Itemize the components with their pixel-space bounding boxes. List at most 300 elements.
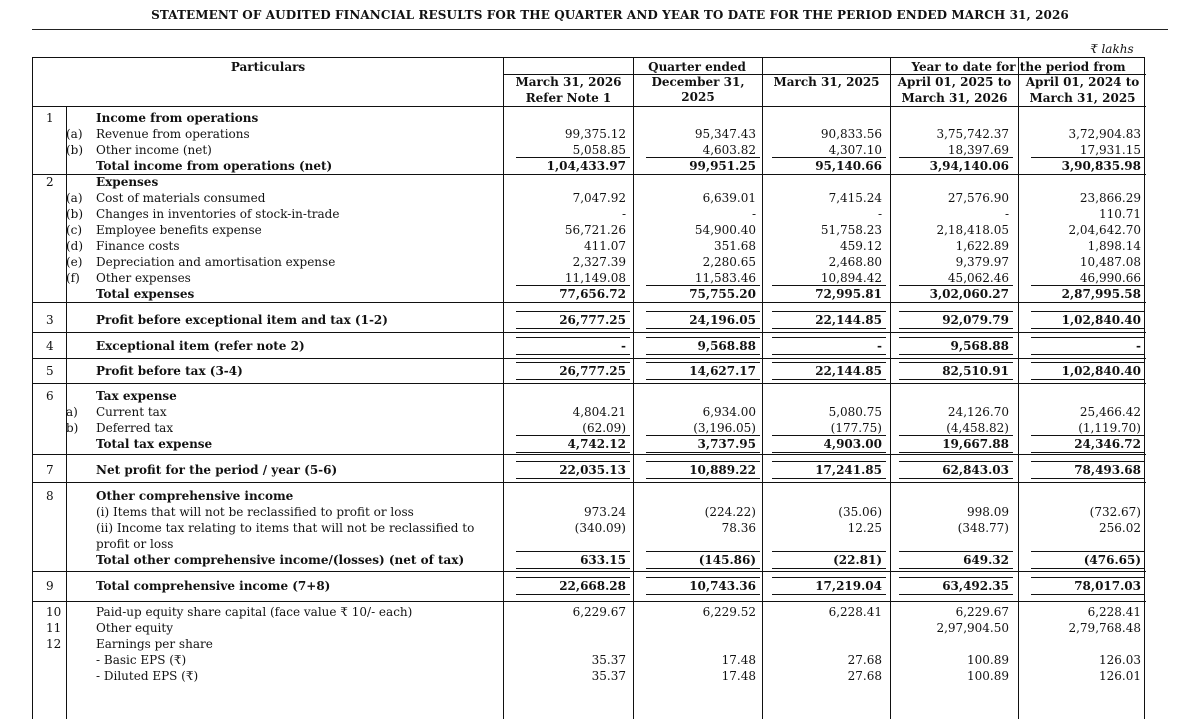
header-bottom-rule	[33, 106, 1146, 107]
total-rule	[772, 435, 886, 436]
table-row	[33, 604, 1146, 620]
row-serial: 9	[46, 579, 54, 593]
row-serial: 7	[46, 463, 54, 477]
table-row	[33, 222, 1146, 238]
row-value-col1: -	[621, 339, 626, 353]
section-rule	[33, 571, 1146, 572]
total-rule	[772, 328, 886, 329]
row-value-col1: 22,035.13	[559, 463, 626, 477]
header-col1-line1: March 31, 2026	[515, 75, 622, 89]
total-rule	[772, 354, 886, 355]
row-serial: 11	[46, 621, 62, 635]
row-value-col1: 411.07	[584, 239, 626, 253]
row-value-col2: 95,347.43	[694, 127, 756, 141]
total-rule	[516, 379, 630, 380]
row-value-col5: 2,79,768.48	[1068, 621, 1141, 635]
table-row	[33, 578, 1146, 594]
row-label: Net profit for the period / year (5-6)	[96, 463, 338, 477]
row-label: Revenue from operations	[96, 127, 250, 141]
row-label: Total tax expense	[96, 437, 213, 451]
section-rule	[33, 332, 1146, 333]
header-col4-line1: April 01, 2025 to	[897, 75, 1012, 89]
total-rule	[516, 362, 630, 363]
row-value-col3: 17,241.85	[815, 463, 882, 477]
total-rule	[646, 354, 760, 355]
row-value-col5: 1,02,840.40	[1061, 364, 1141, 378]
row-sub-index: (a)	[66, 191, 83, 205]
total-rule	[646, 577, 760, 578]
row-serial: 5	[46, 364, 54, 378]
row-value-col5: (732.67)	[1089, 505, 1141, 519]
row-value-col2: 99,951.25	[689, 159, 756, 173]
total-rule	[646, 157, 760, 158]
total-rule	[1031, 328, 1145, 329]
row-value-col2: 75,755.20	[689, 287, 756, 301]
row-label: Exceptional item (refer note 2)	[96, 339, 305, 353]
row-label: Total income from operations (net)	[96, 159, 333, 173]
row-value-col3: -	[877, 339, 882, 353]
row-sub-index: (e)	[66, 255, 83, 269]
row-value-col4: (4,458.82)	[946, 421, 1009, 435]
total-rule	[899, 435, 1013, 436]
total-rule	[516, 337, 630, 338]
row-label: Profit before exceptional item and tax (1-2)	[96, 313, 388, 327]
total-rule	[516, 354, 630, 355]
total-rule	[516, 577, 630, 578]
row-value-col5: 3,72,904.83	[1068, 127, 1141, 141]
total-rule	[1031, 302, 1145, 303]
total-rule	[516, 461, 630, 462]
row-label: - Diluted EPS (₹)	[96, 669, 199, 683]
total-rule	[899, 302, 1013, 303]
row-value-col4: 62,843.03	[942, 463, 1009, 477]
row-label: Total expenses	[96, 287, 195, 301]
row-value-col4: 82,510.91	[942, 364, 1009, 378]
total-rule	[646, 461, 760, 462]
row-value-col2: 24,196.05	[689, 313, 756, 327]
row-value-col5: 126.03	[1099, 653, 1141, 667]
row-label: Other comprehensive income	[96, 489, 294, 503]
row-value-col4: 998.09	[967, 505, 1009, 519]
row-label: Changes in inventories of stock-in-trade	[96, 207, 340, 221]
statement-title: STATEMENT OF AUDITED FINANCIAL RESULTS FOR THE QUARTER AND YEAR TO DATE FOR THE PERIOD ENDED MARCH 31, 2026	[151, 8, 1069, 22]
row-sub-index: (f)	[66, 271, 80, 285]
row-value-col3: 90,833.56	[820, 127, 882, 141]
total-rule	[899, 311, 1013, 312]
row-value-col5: (476.65)	[1083, 553, 1141, 567]
table-row	[33, 142, 1146, 158]
total-rule	[516, 302, 630, 303]
row-label: Earnings per share	[96, 637, 213, 651]
row-value-col1: 99,375.12	[564, 127, 626, 141]
row-value-col4: 45,062.46	[947, 271, 1009, 285]
row-label: profit or loss	[96, 537, 174, 551]
row-sub-index: (c)	[66, 223, 83, 237]
row-value-col3: 12.25	[847, 521, 882, 535]
row-label: Total other comprehensive income/(losses) (net of tax)	[96, 553, 465, 567]
row-value-col3: -	[877, 207, 882, 221]
row-value-col4: -	[1004, 207, 1009, 221]
total-rule	[516, 594, 630, 595]
total-rule	[899, 568, 1013, 569]
row-value-col3: 22,144.85	[815, 364, 882, 378]
total-rule	[516, 157, 630, 158]
total-rule	[1031, 311, 1145, 312]
row-value-col3: (35.06)	[838, 505, 882, 519]
row-value-col3: 4,307.10	[828, 143, 882, 157]
row-label: Other income (net)	[96, 143, 212, 157]
row-value-col4: 19,667.88	[942, 437, 1009, 451]
total-rule	[646, 328, 760, 329]
total-rule	[1031, 285, 1145, 286]
row-value-col3: 4,903.00	[823, 437, 882, 451]
row-value-col1: 5,058.85	[572, 143, 626, 157]
row-value-col2: (3,196.05)	[693, 421, 756, 435]
total-rule	[646, 551, 760, 552]
total-rule	[772, 461, 886, 462]
row-value-col1: 26,777.25	[559, 313, 626, 327]
total-rule	[1031, 157, 1145, 158]
row-value-col1: 11,149.08	[564, 271, 626, 285]
row-value-col2: -	[751, 207, 756, 221]
row-label: Tax expense	[96, 389, 177, 403]
total-rule	[1031, 354, 1145, 355]
row-value-col3: 27.68	[847, 653, 882, 667]
row-serial: 2	[46, 175, 54, 189]
total-rule	[1031, 551, 1145, 552]
row-serial: 6	[46, 389, 54, 403]
row-value-col1: 22,668.28	[559, 579, 626, 593]
row-value-col3: 7,415.24	[828, 191, 882, 205]
row-label: Other expenses	[96, 271, 191, 285]
total-rule	[772, 452, 886, 453]
table-row	[33, 254, 1146, 270]
table-row	[33, 388, 1146, 404]
table-row	[33, 436, 1146, 452]
row-label: Cost of materials consumed	[96, 191, 266, 205]
row-value-col4: 100.89	[967, 653, 1009, 667]
row-value-col5: 256.02	[1099, 521, 1141, 535]
row-label: Expenses	[96, 175, 159, 189]
header-col2: December 31, 2025	[651, 75, 745, 104]
row-serial: 10	[46, 605, 62, 619]
total-rule	[899, 157, 1013, 158]
total-rule	[899, 362, 1013, 363]
total-rule	[899, 452, 1013, 453]
row-value-col5: (1,119.70)	[1078, 421, 1141, 435]
row-value-col5: 3,90,835.98	[1061, 159, 1141, 173]
total-rule	[646, 452, 760, 453]
row-sub-index: (d)	[66, 239, 84, 253]
total-rule	[1031, 478, 1145, 479]
row-value-col5: 46,990.66	[1079, 271, 1141, 285]
row-label: Current tax	[96, 405, 167, 419]
row-value-col4: 100.89	[967, 669, 1009, 683]
section-rule	[33, 482, 1146, 483]
row-value-col1: 6,229.67	[572, 605, 626, 619]
row-value-col1: 77,656.72	[559, 287, 626, 301]
row-label: Income from operations	[96, 111, 259, 125]
table-row	[33, 504, 1146, 520]
table-row	[33, 404, 1146, 420]
total-rule	[646, 435, 760, 436]
row-value-col2: 10,743.36	[689, 579, 756, 593]
row-value-col3: 6,228.41	[828, 605, 882, 619]
row-value-col2: 54,900.40	[694, 223, 756, 237]
total-rule	[772, 362, 886, 363]
row-value-col3: 10,894.42	[820, 271, 882, 285]
table-row	[33, 206, 1146, 222]
row-value-col4: 2,97,904.50	[936, 621, 1009, 635]
table-row	[33, 338, 1146, 354]
total-rule	[1031, 461, 1145, 462]
table-row	[33, 520, 1146, 536]
total-rule	[772, 551, 886, 552]
row-value-col5: 110.71	[1099, 207, 1141, 221]
row-value-col3: (22.81)	[833, 553, 882, 567]
row-value-col1: 633.15	[580, 553, 626, 567]
row-value-col1: 973.24	[584, 505, 626, 519]
row-value-col1: 35.37	[591, 653, 626, 667]
total-rule	[899, 379, 1013, 380]
total-rule	[1031, 577, 1145, 578]
section-rule	[33, 601, 1146, 602]
row-sub-index: a)	[66, 405, 78, 419]
total-rule	[516, 285, 630, 286]
table-row	[33, 158, 1146, 174]
row-value-col2: 6,639.01	[702, 191, 756, 205]
total-rule	[646, 285, 760, 286]
total-rule	[516, 478, 630, 479]
units-label: ₹ lakhs	[1090, 42, 1134, 56]
row-value-col5: 78,493.68	[1074, 463, 1141, 477]
row-value-col5: 126.01	[1099, 669, 1141, 683]
total-rule	[772, 337, 886, 338]
row-value-col1: 56,721.26	[564, 223, 626, 237]
table-row	[33, 552, 1146, 568]
row-label: Finance costs	[96, 239, 180, 253]
row-value-col4: 63,492.35	[942, 579, 1009, 593]
total-rule	[899, 328, 1013, 329]
total-rule	[772, 478, 886, 479]
total-rule	[516, 568, 630, 569]
row-value-col4: 27,576.90	[947, 191, 1009, 205]
table-row	[33, 363, 1146, 379]
row-value-col1: 26,777.25	[559, 364, 626, 378]
row-value-col2: 78.36	[721, 521, 756, 535]
row-value-col5: 17,931.15	[1079, 143, 1141, 157]
table-row	[33, 270, 1146, 286]
total-rule	[772, 568, 886, 569]
row-label: (i) Items that will not be reclassified to profit or loss	[96, 505, 414, 519]
total-rule	[772, 594, 886, 595]
row-value-col3: 459.12	[840, 239, 882, 253]
row-value-col1: 7,047.92	[572, 191, 626, 205]
total-rule	[1031, 337, 1145, 338]
row-value-col1: 1,04,433.97	[546, 159, 626, 173]
table-row	[33, 620, 1146, 636]
row-value-col4: (348.77)	[957, 521, 1009, 535]
section-rule	[33, 454, 1146, 455]
table-row	[33, 462, 1146, 478]
total-rule	[899, 285, 1013, 286]
row-value-col4: 24,126.70	[947, 405, 1009, 419]
row-value-col2: 6,934.00	[702, 405, 756, 419]
financial-results-table	[32, 57, 1145, 719]
row-serial: 12	[46, 637, 62, 651]
row-value-col2: (224.22)	[704, 505, 756, 519]
row-value-col1: 35.37	[591, 669, 626, 683]
row-value-col5: 23,866.29	[1079, 191, 1141, 205]
total-rule	[1031, 594, 1145, 595]
row-value-col1: (62.09)	[582, 421, 626, 435]
row-value-col4: 649.32	[963, 553, 1009, 567]
header-col3: March 31, 2025	[773, 75, 880, 89]
row-value-col4: 3,02,060.27	[929, 287, 1009, 301]
row-value-col5: 2,87,995.58	[1061, 287, 1141, 301]
row-value-col2: 10,889.22	[689, 463, 756, 477]
table-row	[33, 174, 1146, 190]
row-value-col5: 2,04,642.70	[1068, 223, 1141, 237]
total-rule	[899, 577, 1013, 578]
total-rule	[772, 379, 886, 380]
row-sub-index: b)	[66, 421, 79, 435]
section-rule	[33, 383, 1146, 384]
total-rule	[1031, 435, 1145, 436]
header-col1-line2: Refer Note 1	[525, 91, 612, 105]
table-row	[33, 110, 1146, 126]
total-rule	[646, 337, 760, 338]
row-label: Employee benefits expense	[96, 223, 262, 237]
table-row	[33, 652, 1146, 668]
row-value-col5: 78,017.03	[1074, 579, 1141, 593]
total-rule	[1031, 568, 1145, 569]
header-col5-line1: April 01, 2024 to	[1025, 75, 1140, 89]
row-value-col2: (145.86)	[698, 553, 756, 567]
row-value-col3: 22,144.85	[815, 313, 882, 327]
row-value-col5: 1,898.14	[1087, 239, 1141, 253]
row-value-col5: 24,346.72	[1074, 437, 1141, 451]
row-value-col4: 92,079.79	[942, 313, 1009, 327]
total-rule	[516, 551, 630, 552]
total-rule	[899, 337, 1013, 338]
row-value-col2: 3,737.95	[697, 437, 756, 451]
row-value-col3: 51,758.23	[820, 223, 882, 237]
row-value-col5: 10,487.08	[1079, 255, 1141, 269]
row-value-col4: 6,229.67	[955, 605, 1009, 619]
total-rule	[899, 551, 1013, 552]
row-sub-index: (b)	[66, 143, 84, 157]
table-row	[33, 190, 1146, 206]
row-value-col2: 6,229.52	[702, 605, 756, 619]
total-rule	[899, 354, 1013, 355]
header-particulars: Particulars	[230, 60, 306, 74]
total-rule	[516, 452, 630, 453]
total-rule	[1031, 452, 1145, 453]
row-sub-index: (b)	[66, 207, 84, 221]
row-value-col4: 9,379.97	[955, 255, 1009, 269]
total-rule	[772, 157, 886, 158]
table-row	[33, 668, 1146, 684]
row-value-col4: 3,94,140.06	[929, 159, 1009, 173]
row-value-col5: 6,228.41	[1087, 605, 1141, 619]
row-value-col3: 2,468.80	[828, 255, 882, 269]
row-value-col3: 95,140.66	[815, 159, 882, 173]
title-rule	[32, 29, 1168, 30]
row-value-col2: 17.48	[721, 669, 756, 683]
total-rule	[646, 568, 760, 569]
total-rule	[646, 311, 760, 312]
cropped-header-text	[0, 0, 1200, 8]
total-rule	[899, 461, 1013, 462]
row-value-col4: 3,75,742.37	[936, 127, 1009, 141]
total-rule	[516, 328, 630, 329]
row-serial: 4	[46, 339, 54, 353]
row-value-col3: 5,080.75	[828, 405, 882, 419]
total-rule	[646, 594, 760, 595]
total-rule	[646, 362, 760, 363]
row-value-col3: 27.68	[847, 669, 882, 683]
table-row	[33, 536, 1146, 552]
header-year-to-date: Year to date for the period from	[911, 60, 1126, 74]
total-rule	[1031, 379, 1145, 380]
table-row	[33, 420, 1146, 436]
table-row	[33, 636, 1146, 652]
total-rule	[646, 302, 760, 303]
header-col5-line2: March 31, 2025	[1029, 91, 1136, 105]
table-row	[33, 238, 1146, 254]
row-value-col2: 4,603.82	[702, 143, 756, 157]
row-label: Profit before tax (3-4)	[96, 364, 243, 378]
row-sub-index: (a)	[66, 127, 83, 141]
row-label: Depreciation and amortisation expense	[96, 255, 336, 269]
table-row	[33, 286, 1146, 302]
row-value-col1: (340.09)	[574, 521, 626, 535]
header-quarter-ended: Quarter ended	[648, 60, 746, 74]
row-value-col4: 18,397.69	[947, 143, 1009, 157]
total-rule	[516, 311, 630, 312]
row-label: Total comprehensive income (7+8)	[96, 579, 331, 593]
total-rule	[899, 594, 1013, 595]
total-rule	[646, 478, 760, 479]
total-rule	[772, 311, 886, 312]
row-serial: 3	[46, 313, 54, 327]
row-label: - Basic EPS (₹)	[96, 653, 187, 667]
section-rule	[33, 358, 1146, 359]
row-value-col3: 17,219.04	[815, 579, 882, 593]
row-value-col2: 14,627.17	[689, 364, 756, 378]
row-value-col5: -	[1136, 339, 1141, 353]
row-label: Other equity	[96, 621, 173, 635]
total-rule	[516, 435, 630, 436]
row-value-col4: 2,18,418.05	[936, 223, 1009, 237]
row-value-col3: 72,995.81	[815, 287, 882, 301]
row-value-col1: -	[621, 207, 626, 221]
total-rule	[899, 478, 1013, 479]
row-value-col1: 4,804.21	[572, 405, 626, 419]
row-value-col4: 9,568.88	[950, 339, 1009, 353]
total-rule	[772, 577, 886, 578]
row-label: (ii) Income tax relating to items that will not be reclassified to	[96, 521, 475, 535]
row-value-col2: 11,583.46	[694, 271, 756, 285]
row-value-col5: 25,466.42	[1079, 405, 1141, 419]
total-rule	[772, 285, 886, 286]
row-label: Paid-up equity share capital (face value ₹ 10/- each)	[96, 605, 413, 619]
row-value-col1: 4,742.12	[567, 437, 626, 451]
row-value-col2: 2,280.65	[702, 255, 756, 269]
table-row	[33, 126, 1146, 142]
row-label: Deferred tax	[96, 421, 174, 435]
